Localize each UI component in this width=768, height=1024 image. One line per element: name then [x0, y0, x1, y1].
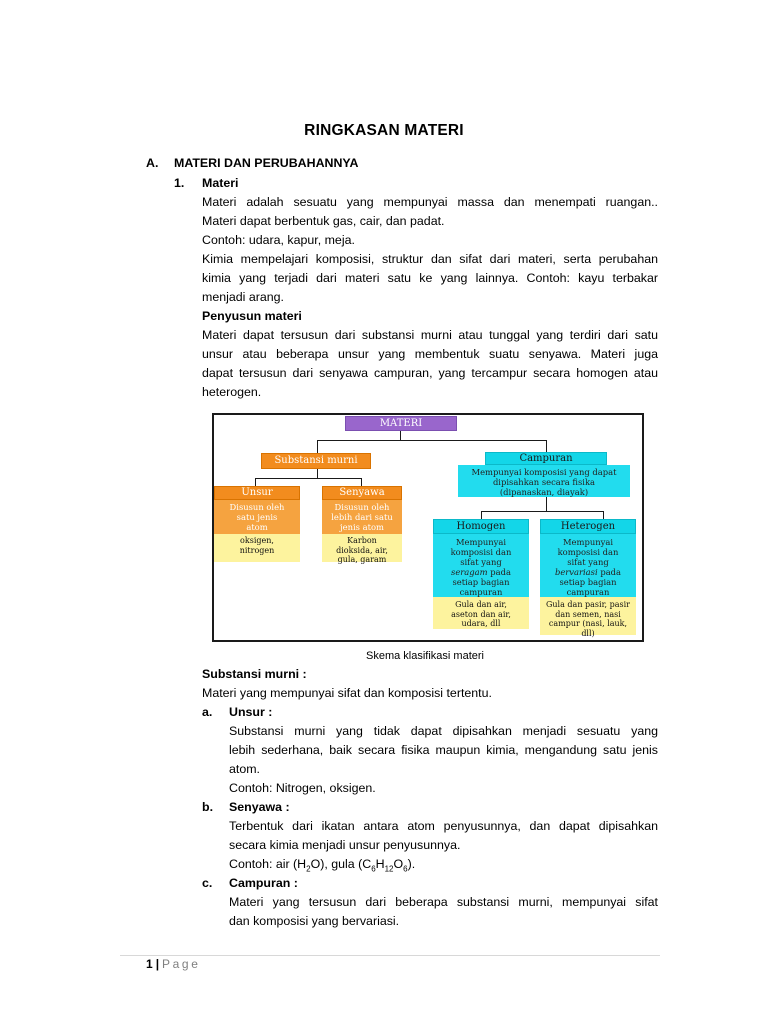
senyawa-example-text: ).: [407, 857, 416, 871]
page-label: Page: [162, 957, 201, 971]
senyawa-line-1: Terbentuk dari ikatan antara atom penyusunnya, dan dapat dipisahkan: [229, 819, 658, 833]
penyusun-line-3: dapat tersusun dari senyawa campuran, yang tercampur secara homogen atau: [202, 366, 658, 380]
senyawa-example-text: Contoh: air (H: [229, 857, 307, 871]
page-number: 1: [146, 957, 153, 971]
materi-line-4: Kimia mempelajari komposisi, struktur dan sifat dari materi, serta perubahan: [202, 252, 658, 266]
connector-line: [481, 511, 482, 519]
node-heterogen: Heterogen: [540, 519, 636, 534]
connector-line: [317, 440, 546, 441]
unsur-line-2: lebih sederhana, baik secara fisika maupun kimia, mengandung satu jenis: [229, 743, 658, 757]
node-materi: MATERI: [345, 416, 457, 431]
penyusun-line-2: unsur atau beberapa unsur yang membentuk suatu senyawa. Materi juga: [202, 347, 658, 361]
senyawa-marker: b.: [202, 800, 214, 814]
materi-line-6: menjadi arang.: [202, 290, 284, 304]
homogen-description-emphasis: seragam: [451, 567, 488, 577]
penyusun-heading: Penyusun materi: [202, 309, 302, 323]
section-a-heading: MATERI DAN PERUBAHANNYA: [174, 156, 359, 170]
homogen-description-tail: pada setiap bagian campuran: [452, 567, 511, 597]
subscript: 2: [306, 864, 311, 874]
heterogen-description-text: Mempunyai komposisi dan sifat yang: [557, 537, 619, 567]
penyusun-line-1: Materi dapat tersusun dari substansi murni atau tunggal yang terdiri dari satu: [202, 328, 658, 342]
materi-line-5: kimia yang terjadi dari materi satu ke yang lainnya. Contoh: kayu terbakar: [202, 271, 658, 285]
senyawa-example-text: O: [393, 857, 404, 871]
senyawa-example-text: H: [375, 857, 385, 871]
node-campuran: Campuran: [485, 452, 607, 465]
connector-line: [546, 440, 547, 452]
subscript: 6: [371, 864, 376, 874]
heterogen-description-tail: pada setiap bagian campuran: [559, 567, 622, 597]
substansi-heading: Substansi murni :: [202, 667, 307, 681]
substansi-description: Materi yang mempunyai sifat dan komposisi tertentu.: [202, 686, 492, 700]
heterogen-description-emphasis: bervariasi: [554, 567, 598, 577]
materi-line-2: Materi dapat berbentuk gas, cair, dan padat.: [202, 214, 445, 228]
connector-line: [603, 511, 604, 519]
connector-line: [255, 478, 256, 486]
homogen-examples: Gula dan air, aseton dan air, udara, dll: [433, 597, 529, 629]
senyawa-examples: Karbon dioksida, air, gula, garam: [322, 534, 402, 562]
unsur-line-1: Substansi murni yang tidak dapat dipisahkan menjadi sesuatu yang: [229, 724, 658, 738]
campuran-line-2: dan komposisi yang bervariasi.: [229, 914, 400, 928]
connector-line: [400, 430, 401, 440]
classification-diagram: [212, 413, 644, 642]
materi-line-1: Materi adalah sesuatu yang mempunyai massa dan menempati ruangan..: [202, 195, 658, 209]
homogen-description: [433, 534, 529, 597]
subscript: 12: [384, 864, 394, 874]
node-homogen: Homogen: [433, 519, 529, 534]
senyawa-heading: Senyawa :: [229, 800, 290, 814]
senyawa-example-text: O), gula (C: [310, 857, 372, 871]
campuran-marker: c.: [202, 876, 213, 890]
heterogen-description: [540, 534, 636, 597]
subsection-1-marker: 1.: [174, 176, 185, 190]
connector-line: [317, 469, 318, 478]
senyawa-description: Disusun oleh lebih dari satu jenis atom: [322, 500, 402, 534]
unsur-heading: Unsur :: [229, 705, 273, 719]
unsur-description: Disusun oleh satu jenis atom: [214, 500, 300, 534]
connector-line: [546, 497, 547, 511]
page-title: RINGKASAN MATERI: [304, 122, 464, 139]
unsur-line-3: atom.: [229, 762, 260, 776]
unsur-line-4: Contoh: Nitrogen, oksigen.: [229, 781, 376, 795]
homogen-description-text: Mempunyai komposisi dan sifat yang: [450, 537, 512, 567]
subscript: 6: [403, 864, 408, 874]
node-senyawa: Senyawa: [322, 486, 402, 500]
unsur-marker: a.: [202, 705, 213, 719]
campuran-description: Mempunyai komposisi yang dapat dipisahkan secara fisika (dipanaskan, diayak): [458, 465, 630, 497]
unsur-examples: oksigen, nitrogen: [214, 534, 300, 562]
heterogen-examples: Gula dan pasir, pasir dan semen, nasi campur (nasi, lauk, dll): [540, 597, 636, 635]
connector-line: [481, 511, 603, 512]
connector-line: [255, 478, 361, 479]
page-footer: [146, 956, 200, 972]
node-substansi-murni: Substansi murni: [261, 453, 371, 469]
materi-line-3: Contoh: udara, kapur, meja.: [202, 233, 355, 247]
campuran-heading: Campuran :: [229, 876, 298, 890]
subsection-1-heading: Materi: [202, 176, 239, 190]
footer-separator: |: [155, 957, 160, 971]
campuran-line-1: Materi yang tersusun dari beberapa substansi murni, mempunyai sifat: [229, 895, 658, 909]
section-a-marker: A.: [146, 156, 159, 170]
connector-line: [361, 478, 362, 486]
senyawa-example: [229, 855, 415, 873]
node-unsur: Unsur: [214, 486, 300, 500]
connector-line: [317, 440, 318, 453]
senyawa-line-2: secara kimia menjadi unsur penyusunnya.: [229, 838, 461, 852]
penyusun-line-4: heterogen.: [202, 385, 262, 399]
diagram-caption: Skema klasifikasi materi: [366, 650, 484, 662]
footer-divider: [120, 955, 660, 956]
